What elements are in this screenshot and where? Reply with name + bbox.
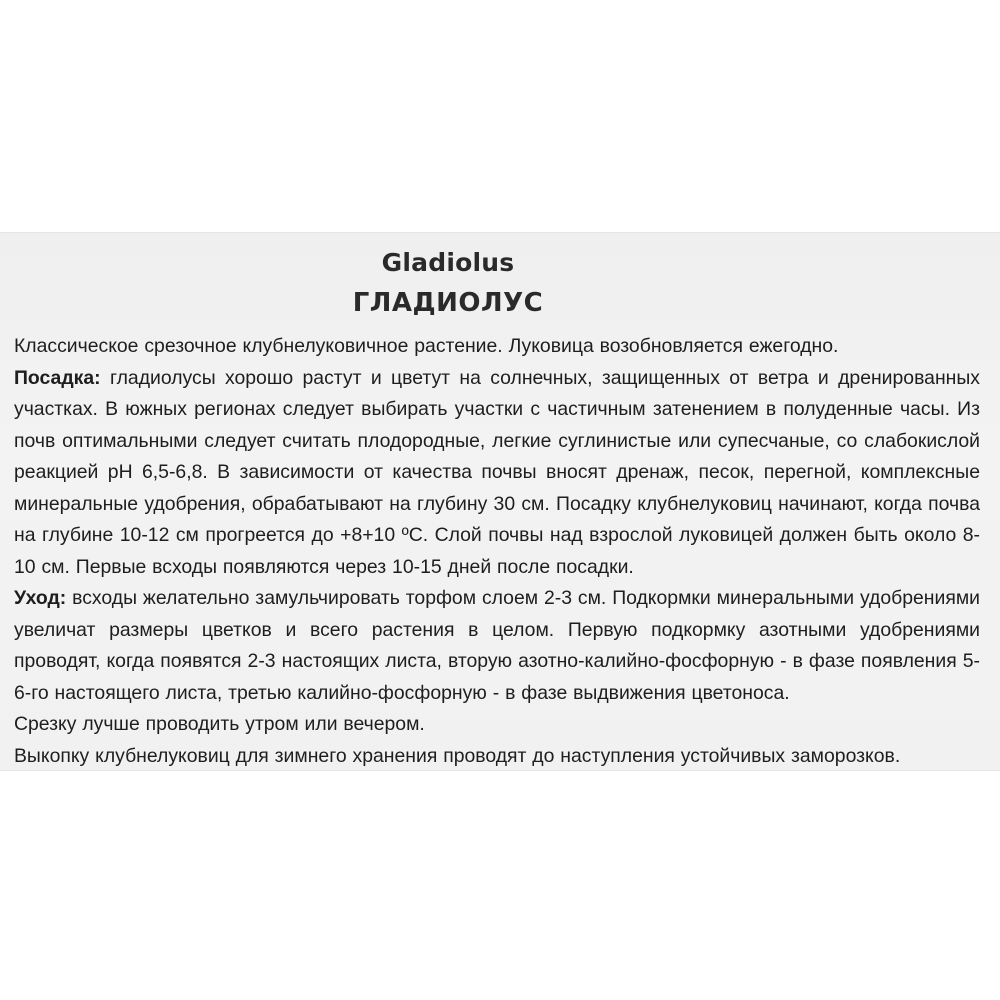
intro-paragraph: Классическое срезочное клубнелуковичное растение. Луковица возобновляется ежегодно. bbox=[14, 335, 839, 357]
planting-text: гладиолусы хорошо растут и цветут на солнечных, защищенных от ветра и дренированных участках. В южных регионах следует выбирать участки с частичным затенением в полуденные часы. Из почв оптимальными следует считать плодородные, легкие суглинистые или супесчаные, со слабокислой реакцией pH 6,5-6,8. В зависимости от качества почвы вносят дренаж, песок, перегной, комплексные минеральные удобрения, обрабатывают на глубину 30 см. Посадку клубнелуковиц начинают, когда почва на глубине 10-12 см прогреется до +8+10 ºС. Слой почвы над взрослой луковицей должен быть около 8-10 см. Первые всходы появляются через 10-15 дней после посадки. bbox=[14, 366, 980, 578]
digging-paragraph: Выкопку клубнелуковиц для зимнего хранения проводят до наступления устойчивых заморозков. bbox=[14, 744, 901, 767]
care-paragraph bbox=[14, 583, 980, 709]
title-latin: Gladiolus bbox=[381, 248, 515, 277]
description-body bbox=[14, 331, 980, 772]
planting-paragraph bbox=[14, 363, 980, 584]
care-label: Уход: bbox=[14, 587, 67, 609]
cutting-paragraph: Срезку лучше проводить утром или вечером. bbox=[14, 713, 425, 735]
planting-label: Посадка: bbox=[14, 366, 101, 389]
care-text: всходы желательно замульчировать торфом слоем 2-3 см. Подкормки минеральными удобрениями увеличат размеры цветков и всего растения в целом. Первую подкормку азотными удобрениями проводят, когда появятся 2-3 настоящих листа, вторую азотно-калийно-фосфорную - в фазе появления 5-6-го настоящего листа, третью калийно-фосфорную - в фазе выдвижения цветоноса. bbox=[14, 587, 980, 704]
title-russian: ГЛАДИОЛУС bbox=[352, 288, 544, 318]
